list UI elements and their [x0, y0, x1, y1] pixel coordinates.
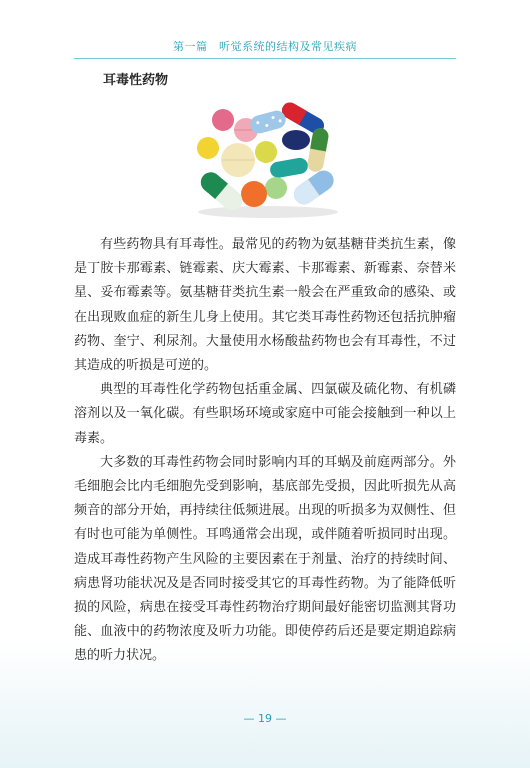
- section-title: 耳毒性药物: [103, 73, 169, 88]
- running-header: 第一篇 听觉系统的结构及常见疾病: [173, 40, 357, 53]
- pills-illustration: [188, 100, 348, 220]
- paragraph: 有些药物具有耳毒性。最常见的药物为氨基糖苷类抗生素，像是丁胺卡那霉素、链霉素、庆大霉素、卡那霉素、新霉素、奈替米星、妥布霉素等。氨基糖苷类抗生素一般会在严重致命的感染、或在出现败血症的新生儿身上使用。其它类耳毒性药物还包括抗肿瘤药物、奎宁、利尿剂。大量使用水杨酸盐药物也会有耳毒性，不过其造成的听损是可逆的。: [74, 237, 456, 374]
- page-number: — 19 —: [243, 712, 287, 725]
- header-divider: [74, 58, 456, 59]
- paragraph: 典型的耳毒性化学药物包括重金属、四氯碳及硫化物、有机磷溶剂以及一氧化碳。有些职场环境或家庭中可能会接触到一种以上毒素。: [74, 382, 456, 446]
- paragraph: 大多数的耳毒性药物会同时影响内耳的耳蜗及前庭两部分。外毛细胞会比内毛细胞先受到影响，基底部先受损，因此听损先从高频音的部分开始，再持续往低频进展。出现的听损多为双侧性、但有时也可能为单侧性。耳鸣通常会出现，或伴随着听损同时出现。造成耳毒性药物产生风险的主要因素在于剂量、治疗的持续时间、病患肾功能状况及是否同时接受其它的耳毒性药物。为了能降低听损的风险，病患在接受耳毒性药物治疗期间最好能密切监测其肾功能、血液中的药物浓度及听力功能。即使停药后还是要定期追踪病患的听力状况。: [74, 454, 456, 664]
- article-body: [74, 233, 456, 669]
